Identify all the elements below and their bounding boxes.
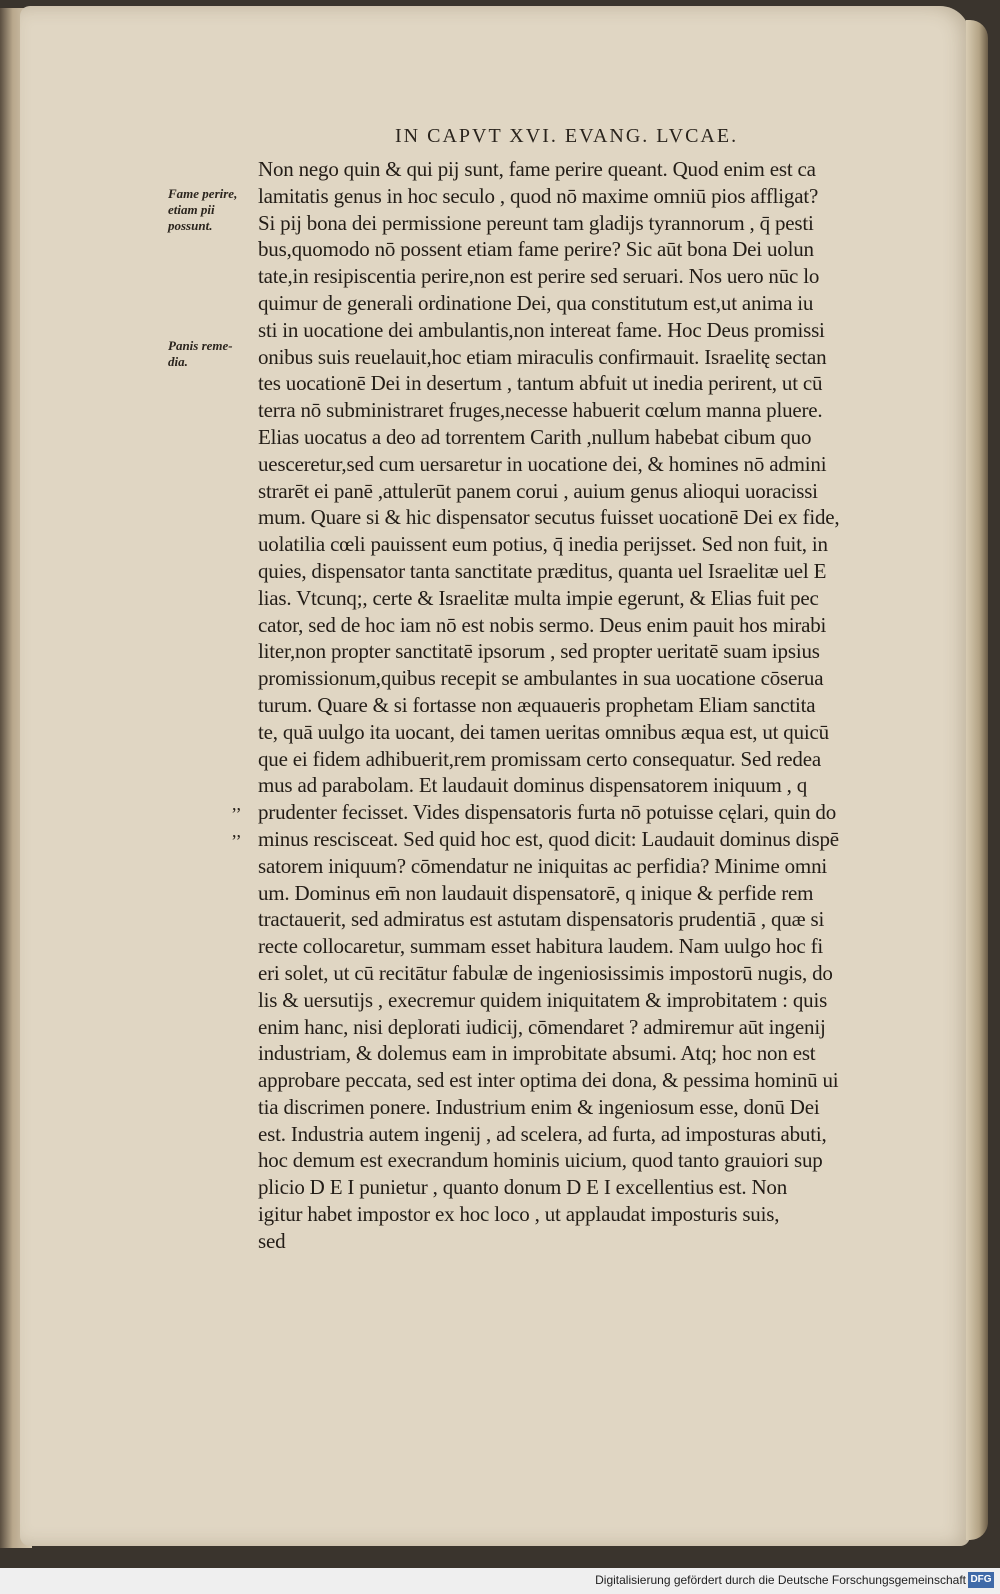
text-line: minus rescisceat. Sed quid hoc est, quod dicit: Laudauit dominus dispē bbox=[258, 826, 839, 851]
text-line: tractauerit, sed admiratus est astutam dispensatoris prudentiā , quæ si bbox=[258, 907, 825, 932]
text-line: eri solet, ut cū recitātur fabulæ de ingeniosissimis impostorū nugis, do bbox=[258, 960, 833, 985]
text-line: lias. Vtcunq;, certe & Israelitæ multa impie egerunt, & Elias fuit pec bbox=[258, 585, 819, 610]
text-line: sti in uocatione dei ambulantis,non intereat fame. Hoc Deus promissi bbox=[258, 317, 825, 342]
margin-note-2 bbox=[168, 338, 258, 370]
text-line: mum. Quare si & hic dispensator secutus fuisset uocationē Dei ex fide, bbox=[258, 505, 840, 530]
running-head: IN CAPVT XVI. EVANG. LVCAE. bbox=[395, 125, 739, 147]
margin-note-line: dia. bbox=[168, 354, 188, 369]
text-line: lamitatis genus in hoc seculo , quod nō maxime omniū pios affligat? bbox=[258, 183, 819, 208]
margin-note-line: possunt. bbox=[168, 218, 213, 233]
text-line: te, quā uulgo ita uocant, dei tamen ueritas omnibus æqua est, ut quicū bbox=[258, 719, 829, 744]
text-line: mus ad parabolam. Et laudauit dominus dispensatorem iniquum , q bbox=[258, 773, 808, 798]
footer-bar bbox=[0, 1568, 1000, 1594]
margin-note-line: etiam pii bbox=[168, 202, 215, 217]
body-text bbox=[258, 156, 908, 1255]
text-line: Si pij bona dei permissione pereunt tam gladijs tyrannorum , q̄ pesti bbox=[258, 210, 814, 235]
text-line: quimur de generali ordinatione Dei, qua constitutum est,ut anima iu bbox=[258, 290, 814, 315]
text-line: Non nego quin & qui pij sunt, fame perire queant. Quod enim est ca bbox=[258, 157, 816, 181]
margin-note-line: Panis reme- bbox=[168, 338, 233, 353]
text-line: plicio D E I punietur , quanto donum D E I excellentius est. Non bbox=[258, 1175, 788, 1200]
text-line: strarēt ei panē ,attulerūt panem corui , auium genus alioqui uoracissi bbox=[258, 478, 818, 503]
text-line: enim hanc, nisi deplorati iudicij, cōmendaret ? admiremur aūt ingenij bbox=[258, 1014, 826, 1039]
margin-note-line: Fame perire, bbox=[168, 186, 238, 201]
text-line: quies, dispensator tanta sanctitate præditus, quanta uel Israelitæ uel E bbox=[258, 558, 827, 583]
text-line: prudenter fecisset. Vides dispensatoris furta nō potuisse cęlari, quin do bbox=[258, 800, 837, 825]
text-line: cator, sed de hoc iam nō est nobis sermo. Deus enim pauit hos mirabi bbox=[258, 612, 827, 637]
text-line: turum. Quare & si fortasse non æquaueris prophetam Eliam sanctita bbox=[258, 692, 816, 717]
quote-mark: ,, bbox=[232, 821, 241, 841]
text-line: um. Dominus em̄ non laudauit dispensatorē, q inique & perfide rem bbox=[258, 880, 814, 905]
dfg-logo: DFG bbox=[968, 1572, 994, 1588]
text-line: tate,in resipiscentia perire,non est perire sed seruari. Nos uero nūc lo bbox=[258, 264, 820, 289]
text-line: approbare peccata, sed est inter optima dei dona, & pessima hominū ui bbox=[258, 1068, 839, 1093]
text-line: uolatilia cœli pauissent eum potius, q̄ inedia perijsset. Sed non fuit, in bbox=[258, 532, 828, 557]
text-line: sed bbox=[258, 1228, 286, 1253]
text-line: igitur habet impostor ex hoc loco , ut applaudat imposturis suis, bbox=[258, 1202, 780, 1227]
text-line: tes uocationē Dei in desertum , tantum abfuit ut inedia perirent, ut cū bbox=[258, 371, 823, 396]
text-line: promissionum,quibus recepit se ambulantes in sua uocatione cōserua bbox=[258, 666, 824, 691]
text-line: satorem iniquum? cōmendatur ne iniquitas ac perfidia? Minime omni bbox=[258, 853, 828, 878]
text-line: liter,non propter sanctitatē ipsorum , sed propter ueritatē suam ipsius bbox=[258, 639, 820, 664]
text-line: hoc demum est execrandum hominis uicium, quod tanto grauiori sup bbox=[258, 1148, 823, 1173]
text-line: industriam, & dolemus eam in improbitate absumi. Atq; hoc non est bbox=[258, 1041, 816, 1066]
text-line: recte collocaretur, summam esset habitura laudem. Nam uulgo hoc fi bbox=[258, 934, 824, 959]
margin-note-1 bbox=[168, 186, 258, 234]
text-line: onibus suis reuelauit,hoc etiam miraculis confirmauit. Israelitę sectan bbox=[258, 344, 827, 369]
text-line: terra nō subministraret fruges,necesse habuerit cœlum manna pluere. bbox=[258, 398, 823, 423]
text-line: lis & uersutijs , execremur quidem iniquitatem & improbitatem : quis bbox=[258, 987, 828, 1012]
funding-credit: Digitalisierung gefördert durch die Deutsche Forschungsgemeinschaft bbox=[595, 1573, 966, 1587]
text-line: tia discrimen ponere. Industrium enim & ingeniosum esse, donū Dei bbox=[258, 1094, 820, 1119]
text-line: que ei fidem adhibuerit,rem promissam certo consequatur. Sed redea bbox=[258, 746, 821, 771]
text-line: Elias uocatus a deo ad torrentem Carith ,nullum habebat cibum quo bbox=[258, 424, 812, 449]
quote-mark: ,, bbox=[232, 794, 241, 814]
text-line: uesceretur,sed cum uersaretur in uocatione dei, & homines nō admini bbox=[258, 451, 827, 476]
page-right-edge bbox=[966, 20, 988, 1540]
text-line: bus,quomodo nō possent etiam fame perire? Sic aūt bona Dei uolun bbox=[258, 237, 814, 262]
text-line: est. Industria autem ingenij , ad scelera, ad furta, ad imposturas abuti, bbox=[258, 1121, 827, 1146]
